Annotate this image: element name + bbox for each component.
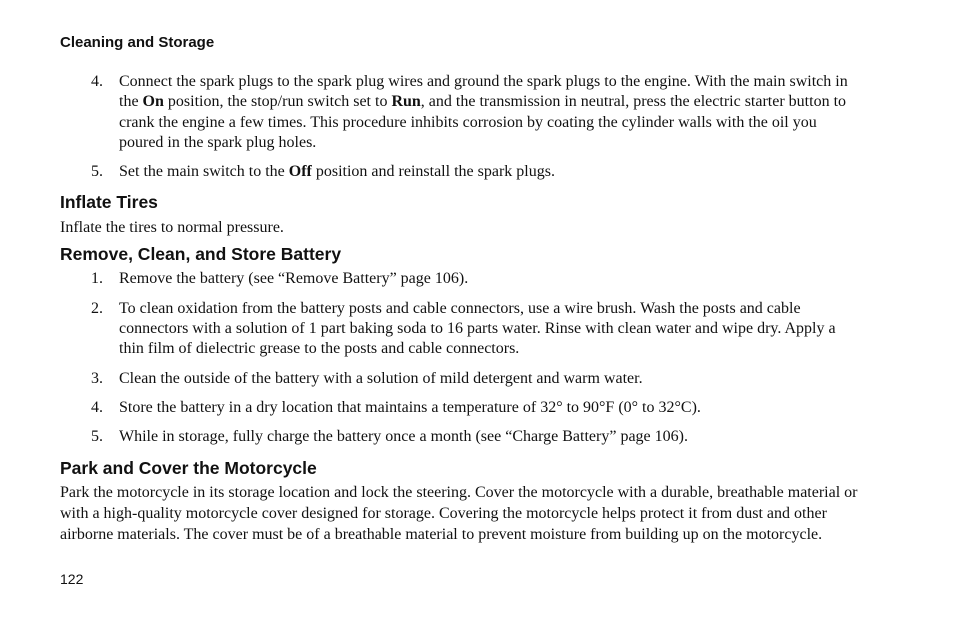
step-text-run: , and the transmission in neutral, press the electric starter button to crank the engine a few times. This procedure inhibits corrosion by coating the cylinder walls with the oil you poured in the spark plug holes. xyxy=(119,93,847,151)
step-text: To clean oxidation from the battery posts and cable connectors, use a wire brush. Wash the posts and cable connectors with a solution of 1 part baking soda to 16 parts water. Rinse with clean water and wipe dry. Apply a thin film of dielectric grease to the posts and cable connectors. xyxy=(119,299,836,358)
step-text-run: Set the main switch to the xyxy=(119,163,289,181)
step-text: Clean the outside of the battery with a solution of mild detergent and warm water. xyxy=(119,369,643,387)
battery-heading: Remove, Clean, and Store Battery xyxy=(60,244,342,265)
battery-step xyxy=(60,369,860,389)
spark-plug-step xyxy=(60,72,860,153)
step-text-run: position, the stop/run switch set to xyxy=(163,93,392,111)
step-number: 5. xyxy=(91,428,103,446)
step-number: 5. xyxy=(91,163,103,181)
step-text: Remove the battery (see “Remove Battery” page 106). xyxy=(119,270,469,288)
emphasized-term: Off xyxy=(288,163,312,181)
step-text: While in storage, fully charge the battery once a month (see “Charge Battery” page 106). xyxy=(119,428,688,446)
step-number: 4. xyxy=(91,398,103,416)
emphasized-term: On xyxy=(142,93,164,111)
emphasized-term: Run xyxy=(391,93,421,111)
page-content xyxy=(60,72,860,545)
battery-step xyxy=(60,269,860,289)
step-text-run: Connect the spark plugs to the spark plug wires and ground the spark plugs to the engine. With the main switch in the xyxy=(119,73,848,111)
step-number: 1. xyxy=(91,270,103,288)
step-number: 3. xyxy=(91,369,103,387)
battery-steps xyxy=(60,269,860,447)
battery-step xyxy=(60,398,860,418)
inflate-tires-heading: Inflate Tires xyxy=(60,192,158,213)
step-number: 2. xyxy=(91,299,103,317)
battery-step xyxy=(60,299,860,360)
park-cover-heading: Park and Cover the Motorcycle xyxy=(60,457,317,478)
step-text xyxy=(119,72,860,153)
section-header: Cleaning and Storage xyxy=(60,34,215,51)
step-text: Store the battery in a dry location that maintains a temperature of 32° to 90°F (0° to 32°C). xyxy=(119,398,701,416)
inflate-tires-text: Inflate the tires to normal pressure. xyxy=(60,219,284,237)
page-number: 122 xyxy=(60,571,84,587)
step-text xyxy=(119,162,860,182)
spark-plug-steps xyxy=(60,72,860,182)
park-cover-text: Park the motorcycle in its storage location and lock the steering. Cover the motorcycle with a durable, breathable material or with a high‑quality motorcycle cover designed for storage. Covering the motorcycle helps protect it from dust and other airborne materials. The cover must be of a breathable material to prevent moisture from building up on the motorcycle. xyxy=(60,483,858,543)
spark-plug-step xyxy=(60,162,860,182)
step-text-run: position and reinstall the spark plugs. xyxy=(311,163,555,181)
battery-step xyxy=(60,427,860,447)
step-number: 4. xyxy=(91,73,103,90)
